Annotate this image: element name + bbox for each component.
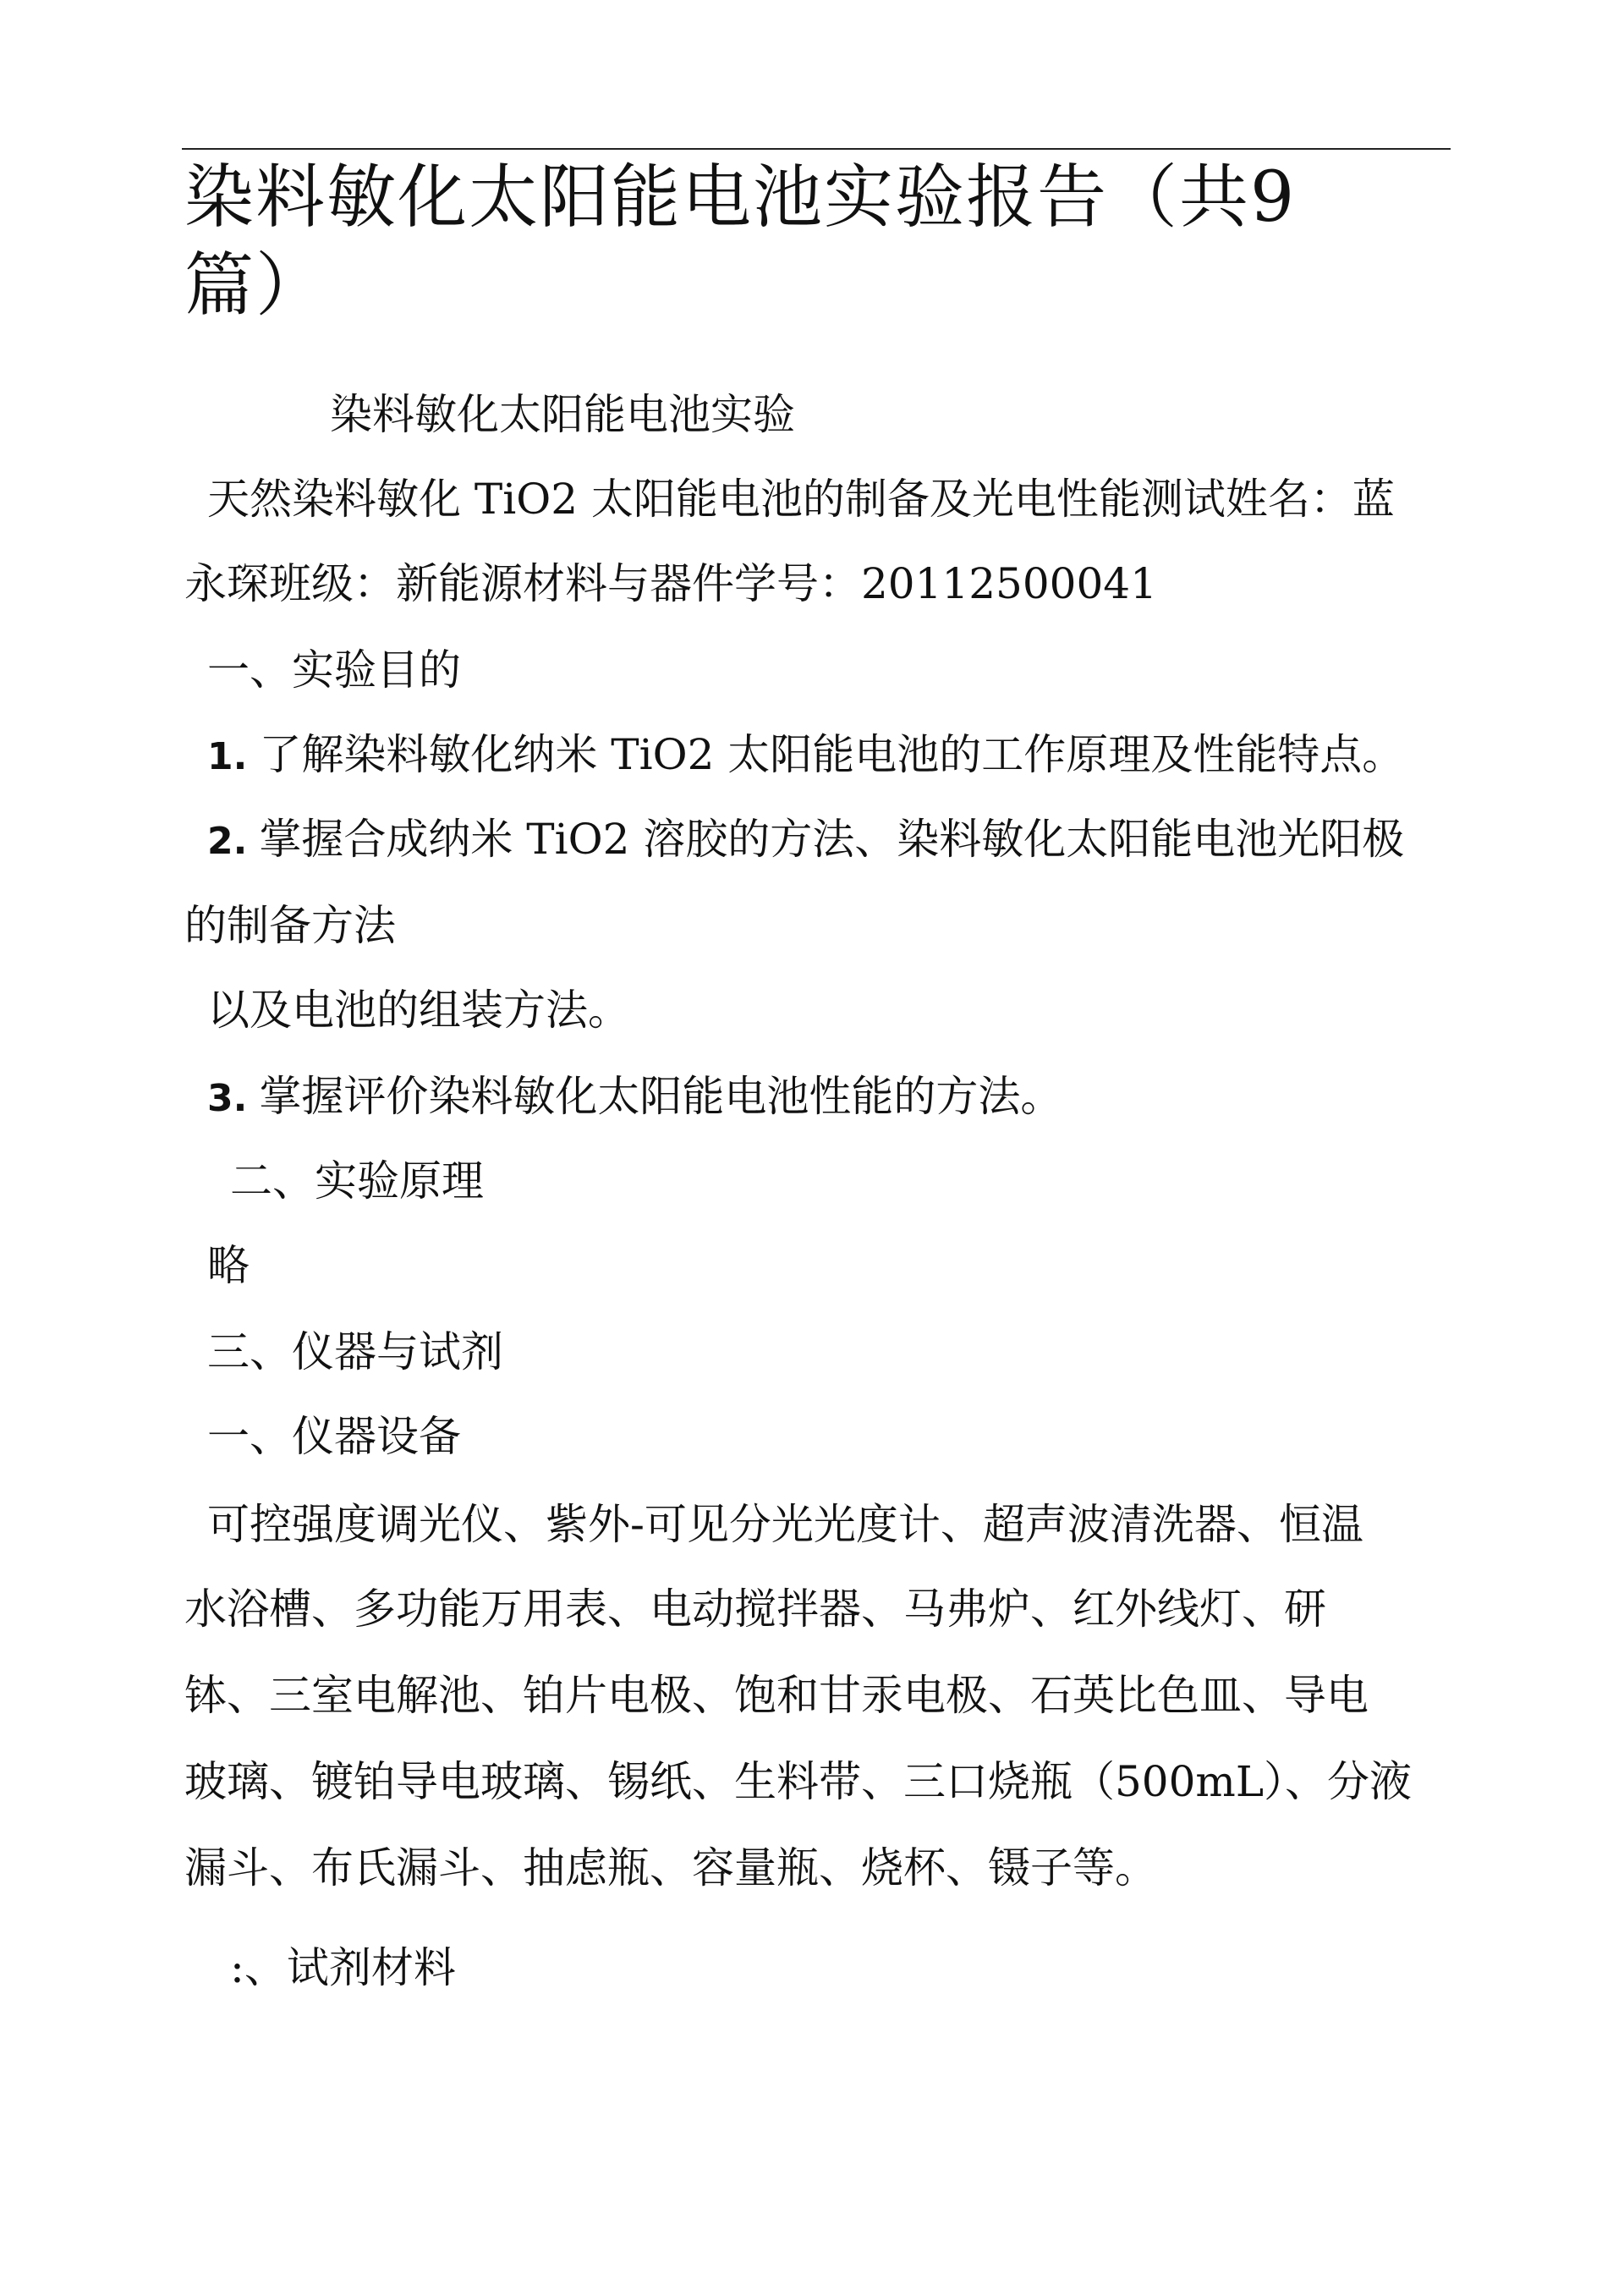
objective-text: 掌握合成纳米 TiO2 溶胶的方法、染料敏化太阳能电池光阳极 xyxy=(259,815,1405,864)
equipment-line: 漏斗、布氏漏斗、抽虑瓶、容量瓶、烧杯、镊子等。 xyxy=(184,1843,1157,1892)
document-title: 染料敏化太阳能电池实验报告（共9篇） xyxy=(184,157,1297,326)
objective-item-2-continued: 的制备方法 xyxy=(184,901,396,950)
section-heading-objectives: 一、实验目的 xyxy=(207,645,461,695)
subsection-heading-reagents: :、试剂材料 xyxy=(230,1943,456,1992)
section-heading-principle: 二、实验原理 xyxy=(230,1156,484,1206)
equipment-line: 钵、三室电解池、铂片电极、饱和甘汞电极、石英比色皿、导电 xyxy=(184,1671,1369,1720)
subsection-heading-equipment: 一、仪器设备 xyxy=(207,1412,461,1461)
objective-number: 1. xyxy=(207,735,248,778)
equipment-line: 玻璃、镀铂导电玻璃、锡纸、生料带、三口烧瓶（500mL）、分液 xyxy=(184,1757,1413,1806)
objective-number: 2. xyxy=(207,820,248,863)
section-heading-instruments: 三、仪器与试剂 xyxy=(207,1327,503,1376)
objective-item-3 xyxy=(207,1071,1062,1124)
objective-item-1 xyxy=(207,729,1404,783)
header-rule xyxy=(182,148,1451,150)
intro-line-1: 天然染料敏化 TiO2 太阳能电池的制备及光电性能测试姓名：蓝 xyxy=(207,475,1395,524)
objective-number: 3. xyxy=(207,1077,248,1120)
objective-text: 掌握评价染料敏化太阳能电池性能的方法。 xyxy=(259,1072,1063,1121)
equipment-line: 可控强度调光仪、紫外-可见分光光度计、超声波清洗器、恒温 xyxy=(207,1500,1363,1549)
section-principle-body: 略 xyxy=(207,1241,250,1290)
objective-item-2 xyxy=(207,814,1404,867)
objective-text: 了解染料敏化纳米 TiO2 太阳能电池的工作原理及性能特点。 xyxy=(259,730,1405,779)
document-subtitle: 染料敏化太阳能电池实验 xyxy=(330,390,795,439)
intro-line-2: 永琛班级：新能源材料与器件学号：20112500041 xyxy=(184,559,1157,608)
objective-item-2-continued-2: 以及电池的组装方法。 xyxy=(207,986,630,1035)
equipment-line: 水浴槽、多功能万用表、电动搅拌器、马弗炉、红外线灯、研 xyxy=(184,1585,1326,1634)
